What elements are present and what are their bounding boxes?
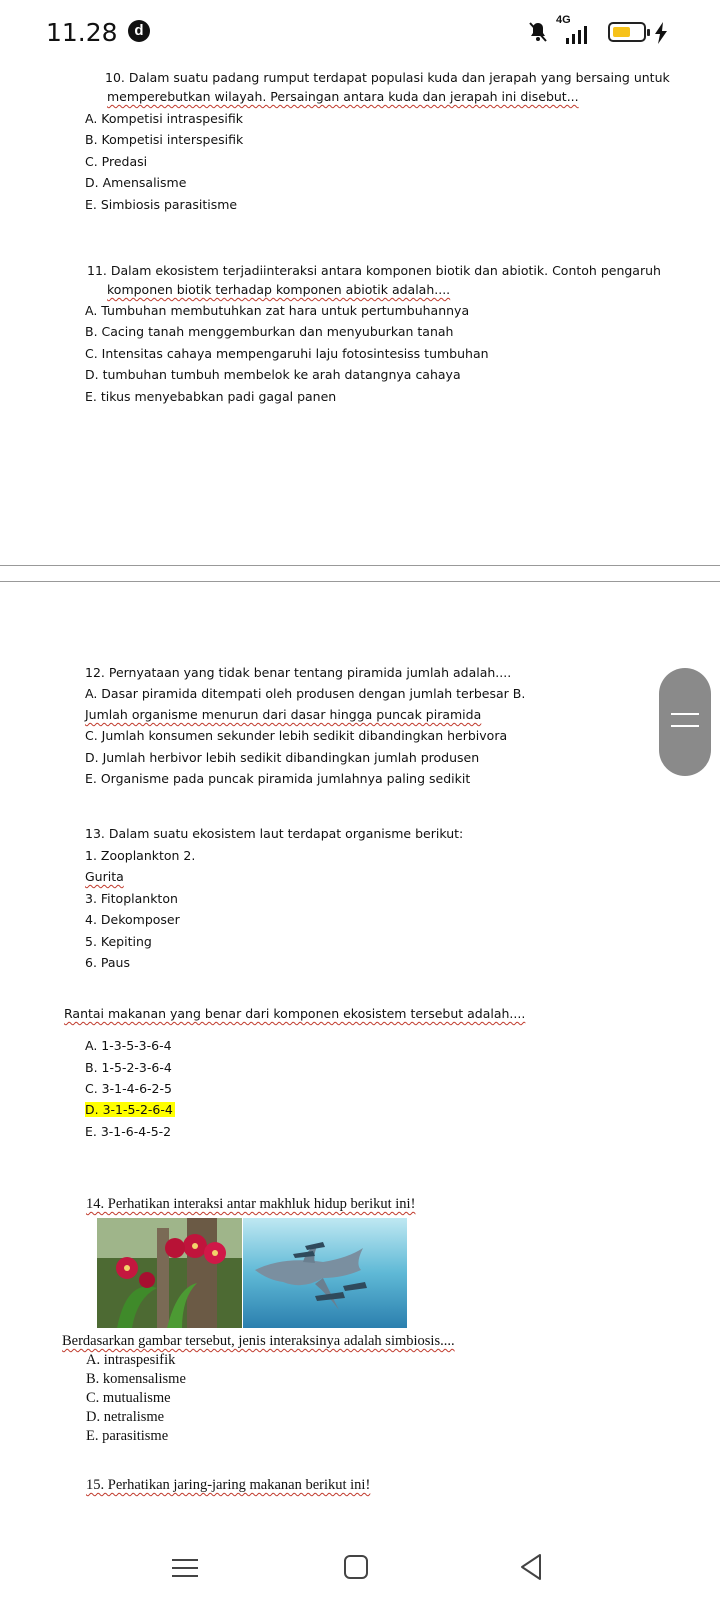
q14-prompt: Berdasarkan gambar tersebut, jenis interaksinya adalah simbiosis.... <box>62 1333 455 1349</box>
q13-option-d: D. 3-1-5-2-6-4 <box>85 1102 173 1117</box>
q11-option-a: A. Tumbuhan membutuhkan zat hara untuk pertumbuhannya <box>85 303 470 318</box>
home-icon[interactable] <box>344 1555 368 1579</box>
q13-text-1: 13. Dalam suatu ekosistem laut terdapat organisme berikut: <box>85 826 464 841</box>
q13-prompt: Rantai makanan yang benar dari komponen ekosistem tersebut adalah.... <box>64 1006 526 1021</box>
q13-item-1: 1. Zooplankton 2. <box>85 848 196 863</box>
q14-option-c: C. mutualisme <box>86 1390 171 1406</box>
orchid-tree-image <box>97 1218 242 1328</box>
q11-option-e: E. tikus menyebabkan padi gagal panen <box>85 389 337 404</box>
q11-text-2: komponen biotik terhadap komponen abiotik adalah.... <box>107 282 451 297</box>
q14-option-a: A. intraspesifik <box>86 1352 176 1368</box>
q12-option-d: D. Jumlah herbivor lebih sedikit dibandingkan jumlah produsen <box>85 750 480 765</box>
q13-item-3: 3. Fitoplankton <box>85 891 178 906</box>
signal-icon <box>566 26 588 44</box>
q13-item-2: Gurita <box>85 869 124 884</box>
q12-text-3: Jumlah organisme menurun dari dasar hingga puncak piramida <box>85 707 482 722</box>
q10-option-c: C. Predasi <box>85 154 148 169</box>
network-type: 4G <box>556 14 571 26</box>
status-time: 11.28 <box>46 18 118 47</box>
bell-muted-icon <box>526 20 550 44</box>
q11-text-1: 11. Dalam ekosistem terjadiinteraksi antara komponen biotik dan abiotik. Contoh pengaruh <box>87 263 661 278</box>
q14-option-d: D. netralisme <box>86 1409 165 1425</box>
q15-text-1: 15. Perhatikan jaring-jaring makanan berikut ini! <box>86 1477 371 1493</box>
q10-text-1: 10. Dalam suatu padang rumput terdapat populasi kuda dan jerapah yang bersaing untuk <box>105 70 670 85</box>
q13-option-a: A. 1-3-5-3-6-4 <box>85 1038 172 1053</box>
scroll-handle[interactable] <box>659 668 711 776</box>
page-divider-bottom <box>0 581 720 582</box>
q10-option-e: E. Simbiosis parasitisme <box>85 197 238 212</box>
battery-icon <box>608 22 646 42</box>
q14-text-1: 14. Perhatikan interaksi antar makhluk hidup berikut ini! <box>86 1196 416 1212</box>
q14-option-b: B. komensalisme <box>86 1371 186 1387</box>
q11-option-c: C. Intensitas cahaya mempengaruhi laju fotosintesiss tumbuhan <box>85 346 489 361</box>
q11-option-b: B. Cacing tanah menggemburkan dan menyuburkan tanah <box>85 324 454 339</box>
q13-option-b: B. 1-5-2-3-6-4 <box>85 1060 172 1075</box>
q10-text-2: memperebutkan wilayah. Persaingan antara kuda dan jerapah ini disebut... <box>107 89 579 104</box>
recent-apps-icon[interactable] <box>172 1557 198 1579</box>
page-divider-top <box>0 565 720 566</box>
charging-icon <box>654 22 668 44</box>
q12-option-c: C. Jumlah konsumen sekunder lebih sedikit dibandingkan herbivora <box>85 728 508 743</box>
q11-option-d: D. tumbuhan tumbuh membelok ke arah datangnya cahaya <box>85 367 461 382</box>
q12-option-e: E. Organisme pada puncak piramida jumlahnya paling sedikit <box>85 771 471 786</box>
q10-option-d: D. Amensalisme <box>85 175 187 190</box>
q14-option-e: E. parasitisme <box>86 1428 169 1444</box>
q10-option-a: A. Kompetisi intraspesifik <box>85 111 243 126</box>
q13-item-5: 5. Kepiting <box>85 934 152 949</box>
q12-text-1: 12. Pernyataan yang tidak benar tentang piramida jumlah adalah.... <box>85 665 512 680</box>
q13-option-c: C. 3-1-4-6-2-5 <box>85 1081 172 1096</box>
battery-level <box>613 27 630 37</box>
q13-option-e: E. 3-1-6-4-5-2 <box>85 1124 172 1139</box>
q12-text-2: A. Dasar piramida ditempati oleh produsen dengan jumlah terbesar B. <box>85 686 526 701</box>
back-icon[interactable] <box>519 1553 543 1581</box>
app-notification-badge: d <box>128 20 150 42</box>
shark-remora-image <box>243 1218 407 1328</box>
q13-item-4: 4. Dekomposer <box>85 912 180 927</box>
q10-option-b: B. Kompetisi interspesifik <box>85 132 244 147</box>
q13-item-6: 6. Paus <box>85 955 130 970</box>
